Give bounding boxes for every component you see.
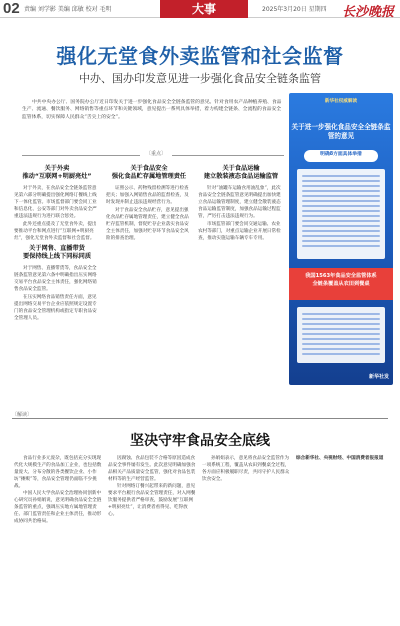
article-headline: 强化无堂食外卖监管和社会监督 [56, 44, 344, 68]
column-paragraph: 针对“油罐车运输食用油乱象”，此次食品安全全链条监管意见明确提出加快建立食品运输管理制度，建立健全散装液态食品运输监管制度，加强食品运输过程监管，严厉打击违法违规行为。 [198, 185, 281, 219]
masthead-bar [0, 0, 400, 18]
commentary-column-2 [108, 455, 196, 518]
column-heading: 关于食品运输 建立散装液态食品运输监管 [203, 165, 279, 181]
column-paragraph: 此外还重点提及了无堂食外卖，提出要推动平台和网点进行“互联网+明厨亮灶”，强化无堂食外卖监督和社会监督。 [14, 221, 97, 241]
commentary-headline: 坚决守牢食品安全底线 [130, 433, 270, 449]
column-heading: 关于食品安全 强化食品贮存属地管理责任 [111, 165, 187, 181]
column-paragraph: 在压实网络食品销售责任方面，意见提出网络交易平台企业应依照规定设置专门的食品安全管理机构或指定专职食品安全管理人员。 [14, 294, 97, 321]
column-paragraph: 市场监管部门要会同交通运输、农业农村等部门，对重点运输企业开展日常检查，推动实施运输车辆专车专用。 [198, 221, 281, 241]
editor-line: 责编 刘学影 美编 邱敏 校对 毛明 [24, 6, 112, 13]
poster-banner: 我国1563年食品安全监管体系 全链条覆盖从农田到餐桌 [289, 268, 393, 300]
infographic-poster [289, 93, 393, 385]
column-heading: 关于网售、直播带货 要保持线上线下同标同质 [22, 244, 92, 261]
divider-label: 〔重点〕 [140, 150, 172, 157]
paper-logo: 长沙晚报 [341, 5, 394, 20]
commentary-paragraph: 综合新华社、央视财经、中国消费者报报道 [296, 456, 384, 461]
article-column-3 [198, 162, 284, 243]
column-paragraph: 对于外卖，在食品安全全链条监管意见第六部分明确提出强化网络订餐线上线下一体化监管。市场监督部门要会同工业和信息化、公安等部门对外卖食品安全严重违法违规行为进行联合惩处。 [14, 185, 97, 219]
article-column-2 [106, 162, 192, 243]
commentary-column-1 [14, 455, 102, 525]
poster-credit: 新华社发 [368, 374, 389, 380]
column-heading: 关于外卖 推动“互联网+明厨亮灶” [22, 165, 92, 181]
commentary-label: 〔解读〕 [12, 411, 36, 418]
poster-badge: 明确8方面具体举措 [304, 150, 378, 162]
section-label: 大事 [160, 0, 248, 18]
commentary-paragraph: 因腐蚀、食品包装不合格等原因造成食品安全事件屡有发生。此次意见明确加强食品相关产品质量安全监管，强化对食品包装材料等的生产经营监管。 [108, 456, 196, 483]
article-intro: 中共中央办公厅、国务院办公厅近日印发关于进一步强化食品安全全链条监管的意见。针对食用农产品种植养殖、食品生产、流通、餐饮服务、网络销售等重点环节和关键领域，意见提出一系列具体举措，着力构建全链条、全流程的食品安全监管体系，切实保障人民群众“舌尖上的安全”。 [22, 100, 282, 120]
poster-info-card [297, 307, 385, 363]
commentary-column-4 [296, 455, 386, 462]
article-column-1 [14, 162, 100, 323]
poster-title: 关于进一步强化食品安全全链条监管的意见 [291, 123, 391, 140]
commentary-paragraph: 中国人民大学食品安全治理协同创新中心研究员孙娟娟说，意见明确食品安全全链条监管的重点，强调压实地方属地管理责任、部门监管责任和企业主体责任，推动形成协同共治格局。 [14, 491, 102, 525]
commentary-column-3 [202, 455, 290, 483]
column-paragraph: 证照公示、药物残留检测等进行检查把关；加强入网销售食品的监督检查，及时发现并制止违法违规经营行为。 [106, 185, 189, 205]
article-subheadline: 中办、国办印发意见进一步强化食品安全链条监管 [79, 72, 321, 85]
section-divider [12, 418, 388, 419]
poster-top-text: 新华社权威解读 [324, 99, 358, 104]
commentary-paragraph: 针对网络订餐兴起带来的新问题，意见要求平台履行食品安全管理责任，对入网餐饮服务提供者严格审查，鼓励发展“互联网+明厨亮灶”，让消费者看得见、吃得放心。 [108, 484, 196, 518]
commentary-paragraph: 食品行业多元庞杂，既包括充分实现现代化大规模生产的食品加工企业，也包括数量庞大、分布分散的各类餐饮企业、小作坊“摊贩”等，食品安全管理仍面临不少挑战。 [14, 456, 102, 490]
page-number: 02 [3, 0, 20, 17]
poster-info-card [297, 169, 385, 259]
commentary-paragraph: 孙娟娟表示，意见将食品安全监管作为一项系统工程，覆盖从农田到餐桌全过程，各方面应积极履职尽责，共同守护人民群众饮食安全。 [202, 456, 290, 483]
column-paragraph: 对于食品安全食品贮存，意见提出强化食品贮存属地管理责任，建立健全食品贮存监管机制，督促贮存企业落实食品安全主体责任，加强对贮存环节食品安全风险的排查治理。 [106, 207, 189, 241]
date-line: 2025年3月20日 星期四 [262, 6, 327, 13]
column-paragraph: 对于网售、直播带货等，食品安全全链条监管意见第六条中明确指出压实网络交易平台食品安全主体责任，强化网络销售食品安全监管。 [14, 265, 97, 292]
